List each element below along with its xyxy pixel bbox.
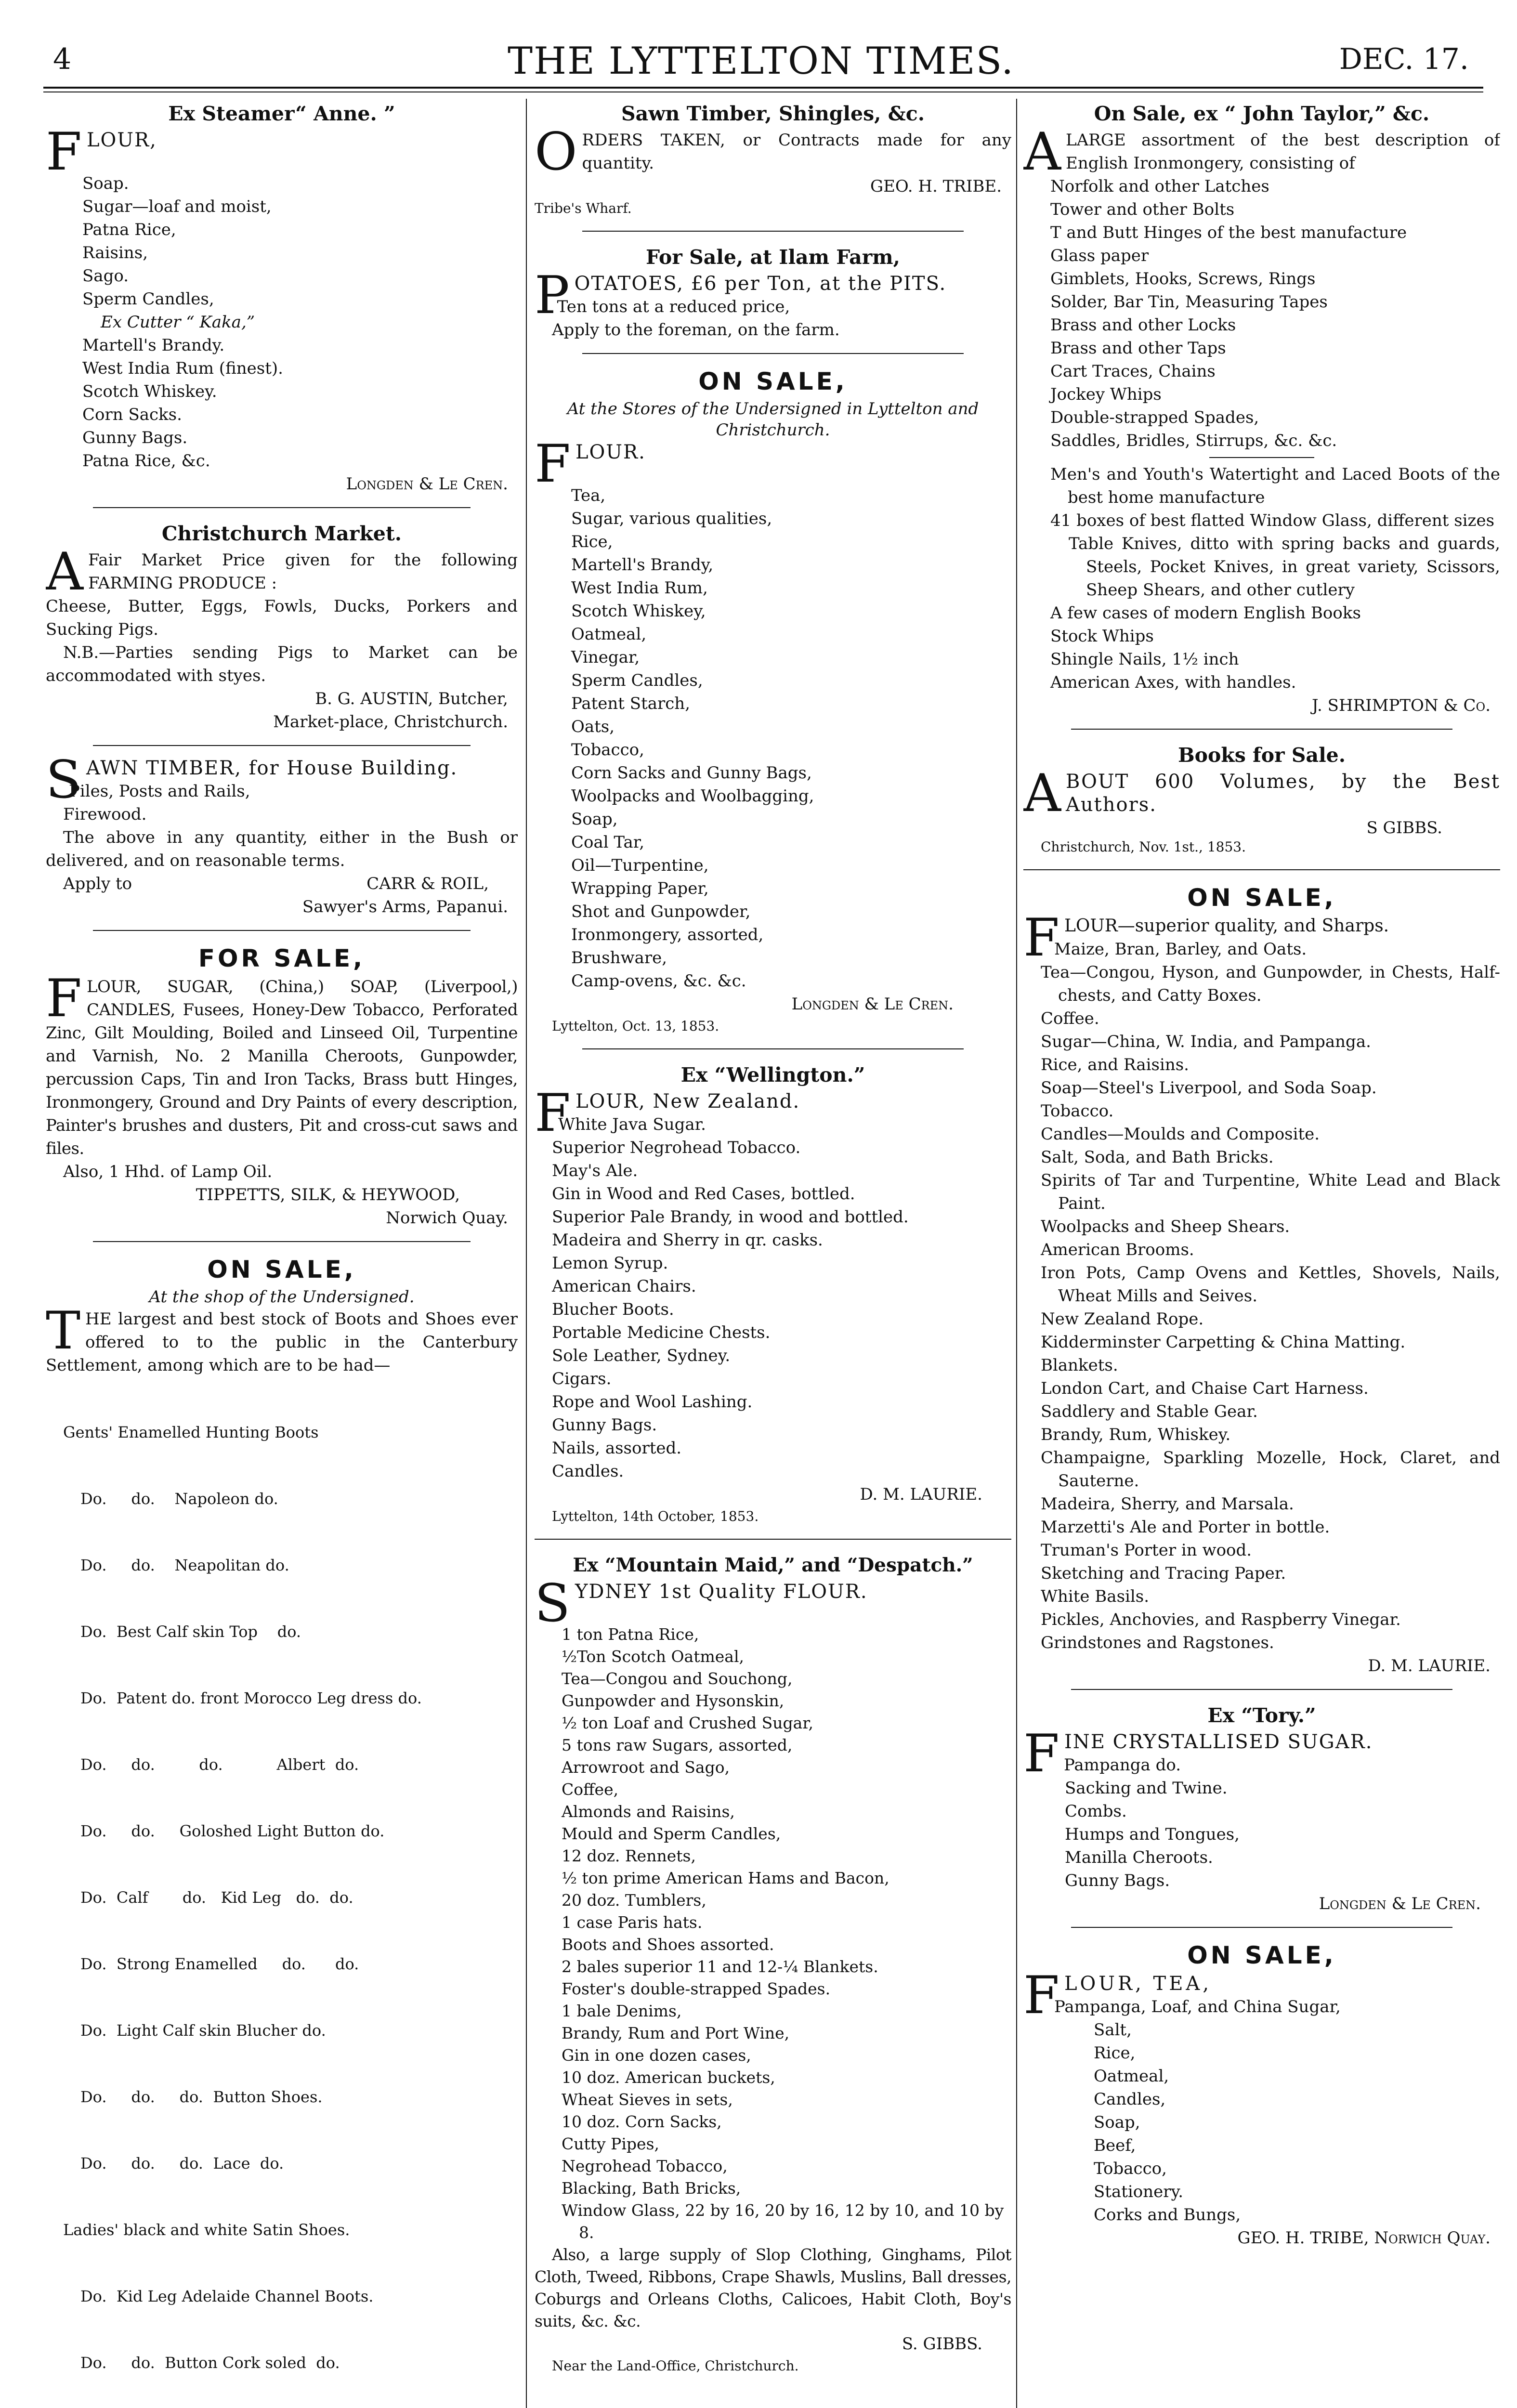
list-item: Ten tons at a reduced price, bbox=[557, 297, 790, 316]
advertiser-signature: Longden & Le Cren. bbox=[791, 995, 954, 1014]
masthead-rule bbox=[43, 87, 1483, 89]
ad-separator bbox=[582, 353, 964, 354]
ad-separator bbox=[1023, 869, 1500, 870]
ad-books bbox=[1023, 740, 1500, 858]
ad-title: ON SALE, bbox=[1187, 884, 1336, 912]
drop-cap: F bbox=[1023, 1724, 1059, 1784]
list-item: Truman's Porter in wood. bbox=[1041, 1541, 1252, 1560]
list-item: Madeira, Sherry, and Marsala. bbox=[1041, 1494, 1294, 1514]
list-item: May's Ale. bbox=[552, 1161, 638, 1180]
apply-line bbox=[46, 872, 518, 895]
ad-separator bbox=[1071, 1927, 1452, 1928]
list-item: West India Rum (finest). bbox=[82, 359, 283, 378]
list-item: Marzetti's Ale and Porter in bottle. bbox=[1041, 1518, 1330, 1537]
advertiser-signature: Longden & Le Cren. bbox=[1319, 1894, 1481, 1913]
list-item: Ladies' black and white Satin Shoes. bbox=[63, 2221, 350, 2239]
list-item: Norfolk and other Latches bbox=[1050, 177, 1269, 196]
ad-separator bbox=[1071, 729, 1452, 730]
item-list bbox=[1023, 2018, 1500, 2226]
list-item: Do. Strong Enamelled do. do. bbox=[80, 1955, 359, 1973]
item-list bbox=[535, 484, 1011, 993]
list-item: Sperm Candles, bbox=[571, 671, 703, 690]
masthead bbox=[43, 33, 1478, 86]
item-list bbox=[1023, 961, 1500, 1654]
list-item: 12 doz. Rennets, bbox=[562, 1846, 696, 1865]
list-item: Portable Medicine Chests. bbox=[552, 1323, 771, 1342]
column-divider bbox=[526, 99, 527, 2408]
list-item: Men's and Youth's Watertight and Laced Boots of the best home manufacture bbox=[1050, 465, 1500, 507]
list-item: Superior Pale Brandy, in wood and bottled. bbox=[552, 1207, 909, 1227]
advertiser-signature: Longden & Le Cren. bbox=[346, 474, 508, 494]
advertiser-address: Market-place, Christchurch. bbox=[273, 712, 508, 732]
list-item: T and Butt Hinges of the best manufacture bbox=[1050, 223, 1407, 242]
ad-lead: OTATOES, £6 per Ton, at the PITS. bbox=[574, 273, 947, 295]
list-item: Gunny Bags. bbox=[552, 1415, 657, 1435]
list-item: 1 ton Patna Rice, bbox=[562, 1625, 699, 1644]
column-3 bbox=[1023, 99, 1500, 2408]
item-list bbox=[46, 1377, 518, 2408]
ad-john-taylor bbox=[1023, 99, 1500, 717]
list-item: American Chairs. bbox=[552, 1277, 696, 1296]
list-item: Martell's Brandy. bbox=[82, 336, 225, 355]
list-item: Raisins, bbox=[82, 243, 148, 262]
drop-cap: A bbox=[1023, 122, 1061, 182]
list-item: Gunpowder and Hysonskin, bbox=[562, 1691, 785, 1710]
ad-separator bbox=[582, 231, 964, 232]
ad-boots bbox=[46, 1253, 518, 2408]
list-item: Oatmeal, bbox=[571, 625, 647, 644]
list-item: Brass and other Locks bbox=[1050, 315, 1236, 335]
ad-body: LOUR, SUGAR, (China,) SOAP, (Liverpool,) CANDLES, Fusees, Honey-Dew Tobacco, Perforated Zinc, Gilt Moulding, Boiled and Linseed Oil, Turpentine and Varnish, No. 2 Manilla Cheroots, Gunpowder, percussion Caps, Tin and Iron Tacks, Brass butt Hinges, Ironmongery, Ground and Dry Paints of every description, Painter's brushes and dusters, Pit and cross-cut saws and files. bbox=[46, 977, 518, 1158]
drop-cap: F bbox=[1023, 1965, 1059, 2026]
list-item: ½ ton Loaf and Crushed Sugar, bbox=[562, 1714, 813, 1732]
list-item: Table Knives, ditto with spring backs and guards, Steels, Pocket Knives, in great variety, Scissors, Sheep Shears, and other cutlery bbox=[1069, 534, 1500, 600]
list-item: Gin in one dozen cases, bbox=[562, 2046, 751, 2065]
list-item: Cigars. bbox=[552, 1369, 612, 1388]
list-item: Shingle Nails, 1½ inch bbox=[1050, 650, 1239, 669]
list-item: Brandy, Rum and Port Wine, bbox=[562, 2024, 790, 2042]
list-item: Sketching and Tracing Paper. bbox=[1041, 1564, 1286, 1583]
drop-cap: F bbox=[1023, 908, 1059, 968]
ad-separator bbox=[1071, 1689, 1452, 1690]
list-item: West India Rum, bbox=[571, 578, 708, 598]
ad-subtitle: At the Stores of the Undersigned in Lyttelton and Christchurch. bbox=[567, 399, 979, 440]
list-item: Negrohead Tobacco, bbox=[562, 2157, 728, 2175]
ad-separator bbox=[93, 507, 471, 508]
list-item: 1 bale Denims, bbox=[562, 2002, 682, 2020]
list-item: Tobacco, bbox=[571, 740, 644, 759]
ad-body: BOUT 600 Volumes, by the Best Authors. bbox=[1066, 771, 1500, 816]
list-item: Ironmongery, assorted, bbox=[571, 925, 764, 944]
advertiser-signature: S. GIBBS. bbox=[902, 2334, 982, 2354]
ad-separator bbox=[93, 1241, 471, 1242]
list-item: 1 case Paris hats. bbox=[562, 1913, 703, 1932]
list-item: Do. do. Neapolitan do. bbox=[80, 1556, 289, 1574]
ad-title: For Sale, at Ilam Farm, bbox=[646, 246, 900, 269]
list-item: Martell's Brandy, bbox=[571, 555, 714, 575]
ad-title: Ex “Wellington.” bbox=[680, 1063, 865, 1086]
ad-title: ON SALE, bbox=[698, 367, 848, 395]
list-item: Wheat Sieves in sets, bbox=[562, 2090, 733, 2109]
ad-note: Also, 1 Hhd. of Lamp Oil. bbox=[63, 1162, 273, 1181]
list-item: Salt, Soda, and Bath Bricks. bbox=[1041, 1148, 1274, 1167]
list-item: Apply to the foreman, on the farm. bbox=[552, 320, 840, 340]
drop-cap: A bbox=[1023, 763, 1061, 824]
list-item: Corks and Bungs, bbox=[1094, 2205, 1241, 2225]
list-item: Salt, bbox=[1094, 2020, 1132, 2040]
list-item: Rice, bbox=[571, 532, 613, 551]
ad-sawn-timber bbox=[46, 750, 518, 918]
advertiser-address: Sawyer's Arms, Papanui. bbox=[302, 897, 508, 916]
list-item: Cart Traces, Chains bbox=[1050, 362, 1216, 381]
column-divider bbox=[1016, 99, 1017, 2408]
ad-title: Ex “Mountain Maid,” and “Despatch.” bbox=[573, 1554, 973, 1576]
ad-place: Tribe's Wharf. bbox=[535, 200, 632, 216]
list-item: Do. do. Button Cork soled do. bbox=[80, 2354, 340, 2372]
list-item: Glass paper bbox=[1050, 246, 1149, 265]
list-item: Brass and other Taps bbox=[1050, 339, 1226, 358]
list-item: Double-strapped Spades, bbox=[1050, 408, 1259, 427]
list-item: Arrowroot and Sago, bbox=[562, 1758, 730, 1777]
list-item: Brushware, bbox=[571, 948, 667, 968]
list-item: Corn Sacks. bbox=[82, 405, 182, 424]
list-item: Do. Patent do. front Morocco Leg dress do. bbox=[80, 1689, 422, 1707]
list-item: Sugar—China, W. India, and Pampanga. bbox=[1041, 1032, 1371, 1051]
ad-title: ON SALE, bbox=[207, 1256, 356, 1283]
list-item: Wrapping Paper, bbox=[571, 879, 709, 898]
ad-stores-on-sale bbox=[535, 365, 1011, 1037]
list-item: Window Glass, 22 by 16, 20 by 16, 12 by 10, and 10 by 8. bbox=[562, 2201, 1004, 2242]
list-item: Patent Starch, bbox=[571, 694, 690, 713]
list-item: Tea—Congou and Souchong, bbox=[562, 1669, 793, 1688]
list-item: Spirits of Tar and Turpentine, White Lead and Black Paint. bbox=[1041, 1171, 1500, 1213]
list-item: Woolpacks and Woolbagging, bbox=[571, 786, 814, 806]
list-item: Do. do. do. Lace do. bbox=[80, 2154, 284, 2172]
list-item: Vinegar, bbox=[571, 648, 640, 667]
ad-lead: LOUR. bbox=[575, 441, 646, 463]
advertiser-signature: TIPPETTS, SILK, & HEYWOOD, bbox=[196, 1185, 460, 1204]
column-1 bbox=[46, 99, 518, 2408]
list-item: Solder, Bar Tin, Measuring Tapes bbox=[1050, 292, 1328, 312]
ad-title: FOR SALE, bbox=[198, 944, 366, 972]
list-item: Do. Calf do. Kid Leg do. do. bbox=[80, 1888, 353, 1907]
ad-separator bbox=[582, 1048, 964, 1049]
advertiser-signature: GEO. H. TRIBE. bbox=[870, 177, 1002, 196]
ad-tribe-on-sale bbox=[1023, 1938, 1500, 2250]
list-item: Do. Best Calf skin Top do. bbox=[80, 1623, 301, 1641]
list-item: 41 boxes of best flatted Window Glass, different sizes bbox=[1050, 511, 1495, 530]
list-item: Combs. bbox=[1065, 1802, 1127, 1821]
ad-laurie-on-sale bbox=[1023, 881, 1500, 1677]
list-item: Gimblets, Hooks, Screws, Rings bbox=[1050, 269, 1316, 288]
list-item: Soap. bbox=[82, 174, 129, 193]
item-list bbox=[1023, 463, 1500, 694]
list-item: Humps and Tongues, bbox=[1065, 1825, 1240, 1844]
ad-title: Sawn Timber, Shingles, &c. bbox=[621, 102, 925, 125]
list-item: Gunny Bags. bbox=[1065, 1871, 1170, 1890]
ad-for-sale bbox=[46, 942, 518, 1230]
advertiser-signature: D. M. LAURIE. bbox=[860, 1485, 982, 1504]
list-item: Nails, assorted. bbox=[552, 1439, 682, 1458]
list-item: Do. do. Goloshed Light Button do. bbox=[80, 1822, 385, 1840]
list-item: Iron Pots, Camp Ovens and Kettles, Shovels, Nails, Wheat Mills and Seives. bbox=[1041, 1263, 1500, 1306]
list-item: Candles—Moulds and Composite. bbox=[1041, 1125, 1320, 1144]
ad-lead: AWN TIMBER, for House Building. bbox=[86, 757, 458, 779]
ad-place: Near the Land-Office, Christchurch. bbox=[552, 2358, 799, 2374]
list-item: Almonds and Raisins, bbox=[562, 1802, 735, 1821]
ad-body: RDERS TAKEN, or Contracts made for any quantity. bbox=[582, 131, 1011, 173]
ad-date: Lyttelton, Oct. 13, 1853. bbox=[552, 1018, 719, 1034]
apply-label: Apply to bbox=[63, 874, 132, 893]
ad-body: LARGE assortment of the best description of English Ironmongery, consisting of bbox=[1066, 131, 1500, 173]
list-item: Grindstones and Ragstones. bbox=[1041, 1633, 1274, 1652]
list-item: Lemon Syrup. bbox=[552, 1254, 668, 1273]
list-item: Tobacco, bbox=[1094, 2159, 1167, 2178]
list-item: Tea—Congou, Hyson, and Gunpowder, in Chests, Half-chests, and Catty Boxes. bbox=[1041, 963, 1500, 1005]
list-item: Superior Negrohead Tobacco. bbox=[552, 1138, 801, 1157]
list-item: 10 doz. Corn Sacks, bbox=[562, 2112, 722, 2131]
list-item: Sugar, various qualities, bbox=[571, 509, 772, 528]
ad-title: Books for Sale. bbox=[1177, 744, 1346, 767]
ad-title: Christchurch Market. bbox=[161, 522, 402, 545]
ad-body: The above in any quantity, either in the Bush or delivered, and on reasonable terms. bbox=[46, 828, 518, 870]
list-item: Boots and Shoes assorted. bbox=[562, 1935, 774, 1954]
ad-title: On Sale, ex “ John Taylor,” &c. bbox=[1094, 102, 1430, 125]
list-item: Corn Sacks and Gunny Bags, bbox=[571, 763, 812, 783]
drop-cap: O bbox=[535, 122, 577, 182]
list-item: Do. Kid Leg Adelaide Channel Boots. bbox=[80, 2287, 374, 2305]
advertiser-signature: GEO. H. TRIBE, Norwich Quay. bbox=[1237, 2228, 1491, 2248]
list-item: London Cart, and Chaise Cart Harness. bbox=[1041, 1379, 1369, 1398]
list-item: Sugar—loaf and moist, bbox=[82, 197, 272, 216]
ad-body: HE largest and best stock of Boots and Shoes ever offered to to the public in the Canterbury Settlement, among which are to be had— bbox=[46, 1309, 518, 1375]
list-item: Shot and Gunpowder, bbox=[571, 902, 751, 921]
ad-body: Cheese, Butter, Eggs, Fowls, Ducks, Porkers and Sucking Pigs. bbox=[46, 597, 518, 639]
list-item: Maize, Bran, Barley, and Oats. bbox=[1054, 940, 1307, 959]
list-item: Woolpacks and Sheep Shears. bbox=[1041, 1217, 1290, 1236]
list-item: Do. do. Napoleon do. bbox=[80, 1490, 278, 1508]
drop-cap: P bbox=[535, 265, 570, 326]
drop-cap: T bbox=[46, 1301, 81, 1361]
ad-title: Ex Steamer“ Anne. ” bbox=[168, 102, 395, 125]
list-item: Jockey Whips bbox=[1050, 385, 1162, 404]
list-item: Patna Rice, &c. bbox=[82, 451, 210, 471]
advertiser-signature: CARR & ROIL, bbox=[366, 874, 489, 893]
ad-lead: YDNEY 1st Quality FLOUR. bbox=[575, 1581, 868, 1603]
ad-subtitle: At the shop of the Undersigned. bbox=[149, 1287, 415, 1307]
list-item: Coffee. bbox=[1041, 1009, 1099, 1028]
list-item: Madeira and Sherry in qr. casks. bbox=[552, 1230, 823, 1250]
drop-cap: F bbox=[535, 1083, 571, 1143]
ad-separator bbox=[535, 1539, 1011, 1540]
list-item: White Java Sugar. bbox=[558, 1115, 706, 1134]
list-item: Coal Tar, bbox=[571, 833, 645, 852]
list-item: Stationery. bbox=[1094, 2182, 1184, 2201]
list-item: Ex Cutter “ Kaka,” bbox=[101, 313, 255, 332]
list-item: 10 doz. American buckets, bbox=[562, 2068, 775, 2087]
advertiser-signature: S GIBBS. bbox=[1366, 818, 1442, 838]
list-item: 20 doz. Tumblers, bbox=[562, 1891, 706, 1910]
list-item: Brandy, Rum, Whiskey. bbox=[1041, 1425, 1231, 1444]
ad-separator bbox=[93, 745, 471, 746]
item-list bbox=[535, 1623, 1011, 2244]
list-item: Tower and other Bolts bbox=[1050, 200, 1235, 219]
ad-lead: INE CRYSTALLISED SUGAR. bbox=[1064, 1731, 1373, 1753]
list-item: Manilla Cheroots. bbox=[1065, 1848, 1213, 1867]
list-item: Beef, bbox=[1094, 2136, 1136, 2155]
list-item: Tea, bbox=[571, 486, 606, 505]
ad-lead: LOUR—superior quality, and Sharps. bbox=[1064, 916, 1389, 936]
drop-cap: S bbox=[46, 750, 81, 810]
list-item: New Zealand Rope. bbox=[1041, 1309, 1204, 1329]
list-item: Saddlery and Stable Gear. bbox=[1041, 1402, 1258, 1421]
list-item: Do. do. do. Button Shoes. bbox=[80, 2088, 323, 2106]
list-item: Champaigne, Sparkling Mozelle, Hock, Claret, and Sauterne. bbox=[1041, 1448, 1500, 1491]
ad-tory bbox=[1023, 1701, 1500, 1915]
list-item: Sago. bbox=[82, 266, 129, 286]
list-item: Gin in Wood and Red Cases, bottled. bbox=[552, 1184, 855, 1204]
ad-title: ON SALE, bbox=[1187, 1941, 1336, 1969]
list-item: Blankets. bbox=[1041, 1356, 1118, 1375]
item-list bbox=[535, 1136, 1011, 1483]
list-item: Mould and Sperm Candles, bbox=[562, 1824, 781, 1843]
advertiser-address: Norwich Quay. bbox=[386, 1208, 508, 1228]
column-2 bbox=[535, 99, 1011, 2408]
advertiser-signature: B. G. AUSTIN, Butcher, bbox=[315, 689, 508, 708]
ad-date: Christchurch, Nov. 1st., 1853. bbox=[1041, 839, 1246, 855]
list-item: Piles, Posts and Rails, bbox=[69, 782, 250, 801]
list-item: Soap—Steel's Liverpool, and Soda Soap. bbox=[1041, 1078, 1377, 1098]
advertiser-signature: D. M. LAURIE. bbox=[1368, 1656, 1491, 1675]
ad-wellington bbox=[535, 1060, 1011, 1527]
item-list bbox=[1023, 175, 1500, 452]
drop-cap: A bbox=[46, 542, 83, 602]
drop-cap: F bbox=[46, 122, 82, 182]
list-item: Sperm Candles, bbox=[82, 289, 214, 309]
list-item: Rice, bbox=[1094, 2043, 1136, 2063]
list-item: Kidderminster Carpetting & China Matting. bbox=[1041, 1333, 1406, 1352]
list-item: Rope and Wool Lashing. bbox=[552, 1392, 753, 1412]
list-item: Firewood. bbox=[63, 805, 147, 824]
list-item: Blucher Boots. bbox=[552, 1300, 674, 1319]
ad-tribe-timber bbox=[535, 99, 1011, 219]
list-item: Pickles, Anchovies, and Raspberry Vinegar. bbox=[1041, 1610, 1401, 1629]
item-list bbox=[46, 172, 518, 472]
list-item: American Axes, with handles. bbox=[1050, 673, 1296, 692]
ad-lead: LOUR, bbox=[86, 129, 157, 151]
list-item: Scotch Whiskey, bbox=[571, 602, 706, 621]
list-item: Coffee, bbox=[562, 1780, 619, 1799]
newspaper-title: THE LYTTELTON TIMES. bbox=[507, 39, 1015, 83]
list-item: Do. Light Calf skin Blucher do. bbox=[80, 2021, 326, 2040]
advertiser-signature: J. SHRIMPTON & Co. bbox=[1312, 696, 1491, 715]
list-item: Gunny Bags. bbox=[82, 428, 188, 447]
ad-lead: LOUR, New Zealand. bbox=[575, 1090, 800, 1112]
list-item: Oats, bbox=[571, 717, 615, 736]
list-item: Soap, bbox=[571, 810, 618, 829]
list-item: Blacking, Bath Bricks, bbox=[562, 2179, 741, 2198]
list-item: Rice, and Raisins. bbox=[1041, 1055, 1189, 1074]
issue-date: DEC. 17. bbox=[1339, 42, 1469, 76]
ad-separator bbox=[93, 930, 471, 931]
list-item: Scotch Whiskey. bbox=[82, 382, 217, 401]
list-item: Oil—Turpentine, bbox=[571, 856, 709, 875]
list-item: American Brooms. bbox=[1041, 1240, 1194, 1259]
list-item: Patna Rice, bbox=[82, 220, 176, 239]
list-item: A few cases of modern English Books bbox=[1050, 603, 1361, 623]
list-item: 5 tons raw Sugars, assorted, bbox=[562, 1736, 793, 1754]
drop-cap: F bbox=[46, 968, 82, 1029]
list-item: ½Ton Scotch Oatmeal, bbox=[562, 1647, 745, 1666]
list-item: Candles. bbox=[552, 1462, 624, 1481]
list-item: Sacking and Twine. bbox=[1065, 1779, 1228, 1798]
list-item: Saddles, Bridles, Stirrups, &c. &c. bbox=[1050, 431, 1337, 450]
list-item: Camp-ovens, &c. &c. bbox=[571, 971, 746, 991]
list-item: Foster's double-strapped Spades. bbox=[562, 1979, 831, 1998]
list-item: White Basils. bbox=[1041, 1587, 1150, 1606]
item-list bbox=[1023, 1777, 1500, 1892]
list-item: Do. do. do. Albert do. bbox=[80, 1755, 359, 1774]
ad-note: Also, a large supply of Slop Clothing, Ginghams, Pilot Cloth, Tweed, Ribbons, Crape Shawls, Muslins, Ball dresses, Coburgs and Orleans Cloths, Calicoes, Habit Cloth, Boy's suits, &c. &c. bbox=[535, 2245, 1011, 2330]
list-item: Cutty Pipes, bbox=[562, 2134, 659, 2153]
list-item: 2 bales superior 11 and 12-¼ Blankets. bbox=[562, 1957, 878, 1976]
list-item: Candles, bbox=[1094, 2090, 1166, 2109]
page-number: 4 bbox=[53, 42, 72, 76]
ad-christchurch-market bbox=[46, 519, 518, 733]
list-item: Gents' Enamelled Hunting Boots bbox=[63, 1423, 319, 1441]
list-item: Pampanga, Loaf, and China Sugar, bbox=[1054, 1997, 1341, 2016]
ad-lead: LOUR, TEA, bbox=[1064, 1973, 1212, 1995]
list-item: Tobacco. bbox=[1041, 1101, 1114, 1121]
list-item: Pampanga do. bbox=[1064, 1755, 1181, 1775]
ad-ilam-farm bbox=[535, 242, 1011, 341]
ad-body: Fair Market Price given for the following FARMING PRODUCE : bbox=[88, 550, 518, 593]
drop-cap: S bbox=[535, 1573, 570, 1634]
list-item: Oatmeal, bbox=[1094, 2067, 1169, 2086]
list-item: ½ ton prime American Hams and Bacon, bbox=[562, 1869, 889, 1887]
list-item: Sole Leather, Sydney. bbox=[552, 1346, 731, 1365]
inner-separator bbox=[1209, 457, 1314, 458]
list-item: Stock Whips bbox=[1050, 627, 1154, 646]
ad-mountain-maid bbox=[535, 1550, 1011, 2377]
ad-anne bbox=[46, 99, 518, 496]
list-item: Soap, bbox=[1094, 2113, 1140, 2132]
ad-note: N.B.—Parties sending Pigs to Market can be accommodated with styes. bbox=[46, 643, 518, 685]
ad-date: Lyttelton, 14th October, 1853. bbox=[552, 1508, 759, 1524]
ad-title: Ex “Tory.” bbox=[1207, 1704, 1316, 1727]
drop-cap: F bbox=[535, 434, 571, 494]
